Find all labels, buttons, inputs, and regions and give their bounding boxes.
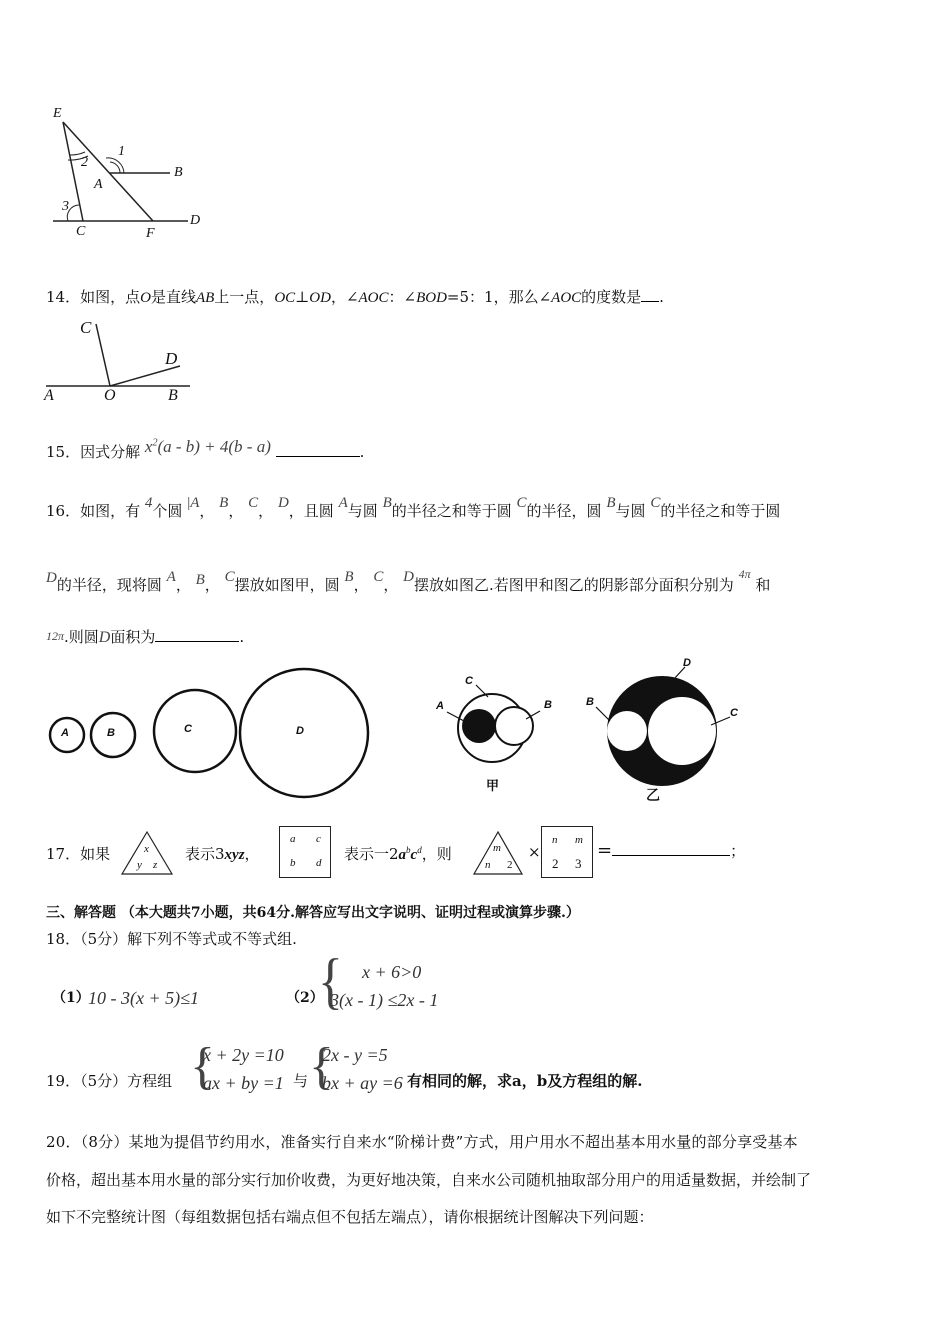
figure-jia-caption: 甲 bbox=[486, 779, 500, 794]
q17-text: ，则 bbox=[421, 845, 452, 863]
box-symbol-1 bbox=[279, 826, 331, 878]
brace-18: { bbox=[318, 947, 343, 1016]
q14-symbol: ⊥ bbox=[295, 288, 310, 306]
q18-part1-label: （1） bbox=[52, 990, 90, 1006]
q16-number: 16． bbox=[46, 502, 81, 520]
q17-eq: = bbox=[597, 840, 613, 861]
q15-expression bbox=[145, 437, 271, 456]
q16-text: 面积为 bbox=[110, 628, 156, 646]
answer-blank[interactable] bbox=[641, 301, 659, 302]
q16-text: 与圆 bbox=[347, 502, 378, 520]
q16-text: .则圆 bbox=[64, 628, 99, 646]
q16-text: 的半径，圆 bbox=[526, 502, 602, 520]
question-15 bbox=[46, 437, 365, 462]
q15-text: . bbox=[359, 443, 365, 461]
q17-tail bbox=[597, 840, 745, 861]
label-O: O bbox=[104, 387, 116, 404]
q17-end: ； bbox=[730, 842, 746, 860]
label-A: A bbox=[44, 387, 54, 404]
figure-yi-caption: 乙 bbox=[646, 788, 660, 804]
label-B: B bbox=[168, 387, 178, 404]
q16-text: 的半径，现将圆 bbox=[56, 576, 162, 594]
label-C: C bbox=[80, 318, 92, 337]
q17-number-text: 17． bbox=[46, 845, 81, 863]
tri2-br: 2 bbox=[507, 859, 513, 871]
circle-label-D: D bbox=[296, 725, 304, 737]
box1-br: d bbox=[316, 857, 322, 869]
q18-expression-2a: x + 6>0 bbox=[362, 962, 422, 982]
q14-text: ，∠ bbox=[330, 288, 359, 306]
question-18 bbox=[46, 928, 297, 949]
q16-var: 4 bbox=[144, 495, 153, 511]
question-20-line-1 bbox=[46, 1131, 798, 1152]
question-19 bbox=[46, 1070, 172, 1091]
q19-text: 与 bbox=[293, 1072, 309, 1090]
q19-text: （5分）方程组 bbox=[80, 1072, 173, 1090]
q16-var: C bbox=[224, 569, 235, 585]
q17-part-1 bbox=[185, 843, 260, 864]
circle-label-A: A bbox=[61, 727, 69, 739]
times-symbol: × bbox=[528, 843, 541, 861]
q16-text: ， bbox=[383, 576, 399, 594]
q20-text: （8分）某地为提倡节约用水，准备实行自来水“阶梯计费”方式，用户用水不超出基本用水量的部分享受基本 bbox=[80, 1133, 798, 1151]
q20-number: 20． bbox=[46, 1133, 81, 1151]
label-D: D bbox=[165, 349, 178, 368]
jia-label-C: C bbox=[465, 675, 473, 687]
q16-text: 与圆 bbox=[615, 502, 646, 520]
q16-var: A bbox=[190, 495, 200, 511]
question-14 bbox=[46, 286, 664, 307]
q14-text: ：∠ bbox=[388, 288, 417, 306]
q14-text: 是直线 bbox=[150, 288, 196, 306]
q16-text: ， bbox=[258, 502, 274, 520]
q16-var: B bbox=[382, 495, 392, 511]
q16-text: 个圆 bbox=[152, 502, 183, 520]
q15-number: 15． bbox=[46, 443, 81, 461]
q16-text: ， bbox=[175, 576, 191, 594]
q16-var: C bbox=[650, 495, 661, 511]
q16-var: D bbox=[98, 629, 111, 646]
label-E: E bbox=[53, 106, 62, 121]
q16-text: 摆放如图甲，圆 bbox=[234, 576, 340, 594]
q16-var: D bbox=[46, 570, 57, 586]
triangle-symbol-1 bbox=[120, 830, 174, 876]
q17-var: a bbox=[398, 847, 407, 863]
q17-number bbox=[46, 843, 110, 864]
label-D: D bbox=[190, 213, 201, 228]
tri2-bl: n bbox=[485, 859, 491, 871]
tri1-br: z bbox=[153, 859, 158, 871]
q17-text: 表示3 bbox=[185, 845, 225, 863]
q16-value: 4π bbox=[738, 567, 751, 581]
q19-system2-eq2: bx + ay =6 bbox=[322, 1073, 403, 1093]
figure-16-svg bbox=[40, 655, 760, 805]
figure-13 bbox=[40, 100, 220, 245]
q14-var: O bbox=[140, 290, 151, 306]
q16-var: C bbox=[373, 569, 384, 585]
q16-var: D bbox=[277, 495, 289, 511]
q19-system1-eq2: ax + by =1 bbox=[203, 1073, 284, 1093]
q15-expr-rest: (a - b) + 4(b - a) bbox=[157, 437, 271, 456]
label-angle-1: 1 bbox=[118, 144, 125, 159]
question-16-line-3 bbox=[46, 626, 244, 647]
q14-text: =5：1，那么∠ bbox=[446, 288, 552, 306]
q17-part-2 bbox=[344, 843, 452, 864]
q16-text: . bbox=[239, 628, 245, 646]
q18-text: （5分）解下列不等式或不等式组. bbox=[80, 930, 297, 948]
q14-number: 14． bbox=[46, 288, 81, 306]
q17-sup: d bbox=[417, 845, 422, 855]
q14-text: 的度数是 bbox=[581, 288, 642, 306]
yi-label-B: B bbox=[586, 696, 594, 708]
tri2-top: m bbox=[493, 842, 501, 854]
q16-text: 和 bbox=[755, 576, 771, 594]
q16-text: 摆放如图乙.若图甲和图乙的阴影部分面积分别为 bbox=[414, 576, 734, 594]
label-angle-2: 2 bbox=[81, 155, 88, 170]
answer-blank[interactable] bbox=[276, 456, 360, 457]
q15-expr-x: x bbox=[144, 437, 153, 456]
yi-label-D: D bbox=[683, 657, 691, 669]
question-16-line-2 bbox=[46, 567, 771, 595]
q16-value: 12π bbox=[46, 629, 65, 643]
q17-text: 表示一2 bbox=[344, 845, 399, 863]
q16-text: ， bbox=[228, 502, 244, 520]
q16-var: A bbox=[338, 495, 348, 511]
box1-tr: c bbox=[316, 833, 321, 845]
jia-label-B: B bbox=[544, 699, 552, 711]
box1-bl: b bbox=[290, 857, 296, 869]
box2-bl: 2 bbox=[552, 856, 559, 871]
circle-label-B: B bbox=[107, 727, 115, 739]
jia-label-A: A bbox=[436, 700, 444, 712]
q16-var: C bbox=[248, 495, 259, 511]
box1-tl: a bbox=[290, 833, 296, 845]
q18-expression-2b: 3(x - 1) ≤2x - 1 bbox=[330, 990, 439, 1010]
q14-text: 如图，点 bbox=[80, 288, 141, 306]
question-20-line-3: 如下不完整统计图（每组数据包括右端点但不包括左端点），请你根据统计图解决下列问题： bbox=[46, 1208, 654, 1226]
brace-19a: { bbox=[190, 1038, 215, 1095]
question-16-line-1 bbox=[46, 495, 781, 521]
q17-text: 如果 bbox=[80, 845, 111, 863]
q17-sup: b bbox=[406, 845, 411, 855]
circle-label-C: C bbox=[184, 723, 192, 735]
q14-var: AB bbox=[195, 290, 215, 306]
q18-part2-label: （2） bbox=[286, 990, 324, 1006]
figure-14 bbox=[40, 316, 200, 408]
q14-text: . bbox=[659, 288, 664, 306]
q16-symbol: | bbox=[187, 495, 191, 511]
tri1-bl: y bbox=[137, 859, 142, 871]
q16-var: B bbox=[195, 572, 205, 588]
q16-text: 如图，有 bbox=[80, 502, 141, 520]
q17-var: c bbox=[410, 847, 418, 863]
q16-var: C bbox=[516, 495, 527, 511]
q14-var: AOC bbox=[358, 290, 389, 306]
q16-text: ，且圆 bbox=[288, 502, 334, 520]
q14-var: OD bbox=[309, 290, 331, 306]
section-3-header: 三、解答题 （本大题共7小题，共64分.解答应写出文字说明、证明过程或演算步骤.） bbox=[46, 905, 580, 921]
q16-text: ， bbox=[353, 576, 369, 594]
tri1-top: x bbox=[144, 843, 149, 855]
triangle-symbol-2 bbox=[472, 830, 524, 876]
q16-var: D bbox=[403, 569, 415, 585]
q16-var: A bbox=[166, 569, 176, 585]
box-symbol-2 bbox=[541, 826, 593, 878]
answer-blank[interactable] bbox=[612, 855, 730, 856]
box2-tl: n bbox=[552, 834, 558, 846]
answer-blank[interactable] bbox=[155, 641, 239, 642]
q17-var: xyz bbox=[224, 847, 245, 863]
q19-text: 有相同的解，求a，b及方程组的解. bbox=[407, 1072, 643, 1090]
label-C: C bbox=[76, 224, 86, 239]
brace-19b: { bbox=[309, 1038, 334, 1095]
label-F: F bbox=[146, 226, 155, 241]
q18-expression-1: 10 - 3(x + 5)≤1 bbox=[88, 988, 199, 1008]
q14-var: BOD bbox=[416, 290, 447, 306]
q16-text: ， bbox=[204, 576, 220, 594]
q14-var: OC bbox=[274, 290, 296, 306]
q18-number: 18． bbox=[46, 930, 81, 948]
q16-text: ， bbox=[199, 502, 215, 520]
label-B: B bbox=[174, 165, 183, 180]
q15-expr-sup: 2 bbox=[152, 437, 158, 449]
label-angle-3: 3 bbox=[62, 199, 69, 214]
figure-16 bbox=[40, 655, 760, 805]
q14-var: AOC bbox=[551, 290, 582, 306]
q16-text: 的半径之和等于圆 bbox=[391, 502, 512, 520]
yi-label-C: C bbox=[730, 707, 738, 719]
label-A: A bbox=[94, 177, 103, 192]
q16-var: B bbox=[606, 495, 616, 511]
q16-text: 的半径之和等于圆 bbox=[660, 502, 781, 520]
q17-text: ， bbox=[244, 845, 260, 863]
box2-br: 3 bbox=[575, 856, 582, 871]
q14-text: 上一点， bbox=[214, 288, 275, 306]
box2-tr: m bbox=[575, 834, 583, 846]
question-20-line-2: 价格，超出基本用水量的部分实行加价收费，为更好地决策，自来水公司随机抽取部分用户的用适量数据，并绘制了 bbox=[46, 1171, 812, 1189]
q19-system1-eq1: x + 2y =10 bbox=[203, 1045, 284, 1065]
q15-text: 因式分解 bbox=[80, 443, 141, 461]
q16-var: B bbox=[219, 495, 229, 511]
q19-number: 19． bbox=[46, 1072, 81, 1090]
q16-var: B bbox=[344, 569, 354, 585]
q19-system2-eq1: 2x - y =5 bbox=[322, 1045, 388, 1065]
